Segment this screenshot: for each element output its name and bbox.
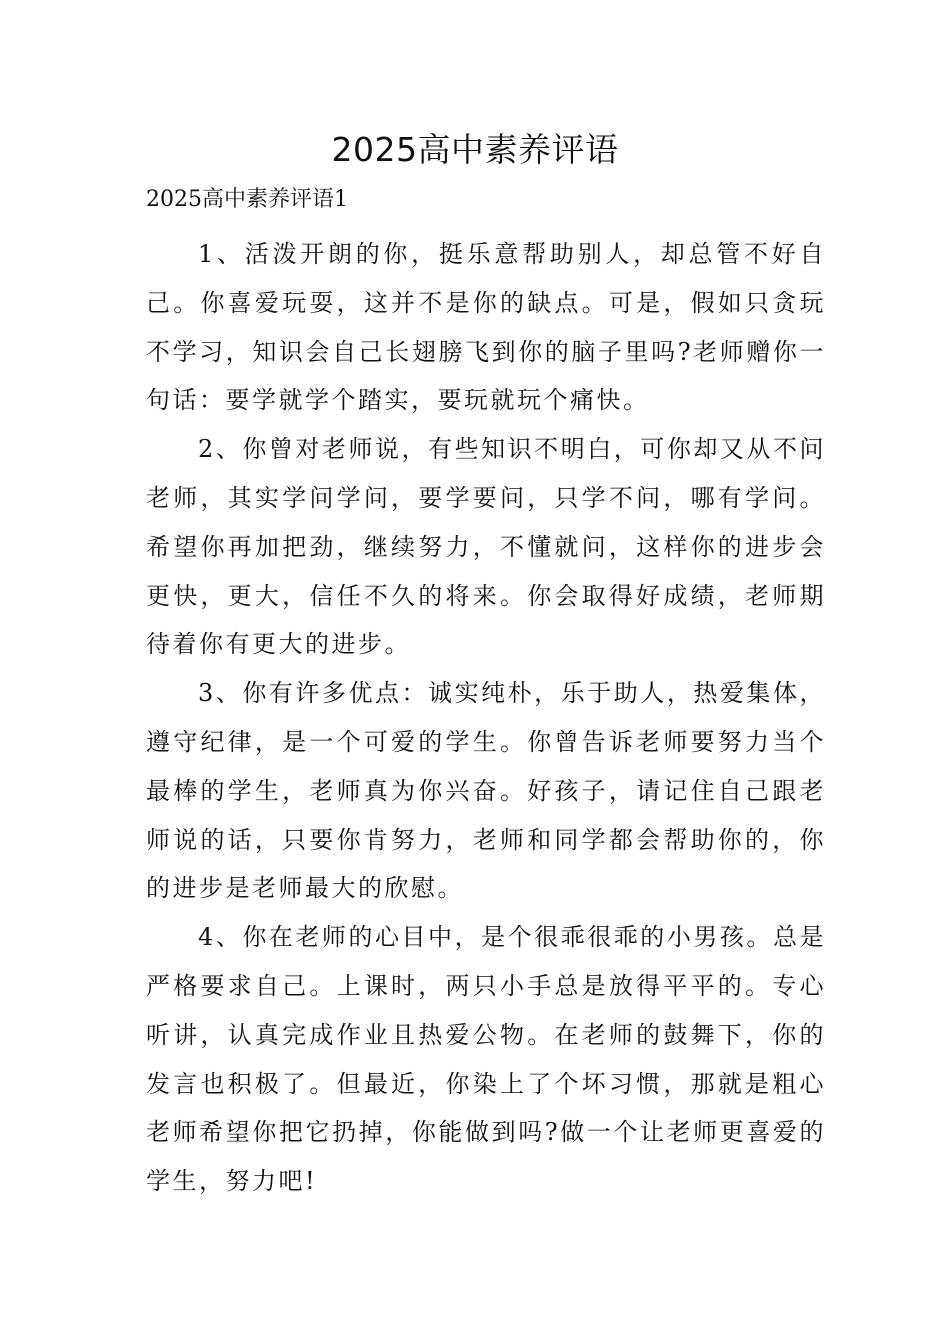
comment-paragraph-3: 3、你有许多优点：诚实纯朴，乐于助人，热爱集体，遵守纪律，是一个可爱的学生。你曾告诉老师要努力当个最棒的学生，老师真为你兴奋。好孩子，请记住自己跟老师说的话，只要你肯努力，老师和同学都会帮助你的，你的进步是老师最大的欣慰。 <box>146 679 826 903</box>
document-title: 2025高中素养评语 <box>331 130 619 169</box>
comment-paragraph-2: 2、你曾对老师说，有些知识不明白，可你却又从不问老师，其实学问学问，要学要问，只学不问，哪有学问。希望你再加把劲，继续努力，不懂就问，这样你的进步会更快，更大，信任不久的将来。你会取得好成绩，老师期待着你有更大的进步。 <box>146 435 826 659</box>
comment-paragraph-4: 4、你在老师的心目中，是个很乖很乖的小男孩。总是严格要求自己。上课时，两只小手总是放得平平的。专心听讲，认真完成作业且热爱公物。在老师的鼓舞下，你的发言也积极了。但最近，你染上了个坏习惯，那就是粗心老师希望你把它扔掉，你能做到吗?做一个让老师更喜爱的学生，努力吧! <box>146 923 826 1196</box>
section-heading: 2025高中素养评语1 <box>146 187 348 212</box>
comment-paragraph-1: 1、活泼开朗的你，挺乐意帮助别人，却总管不好自己。你喜爱玩耍，这并不是你的缺点。可是，假如只贪玩不学习，知识会自己长翅膀飞到你的脑子里吗?老师赠你一句话：要学就学个踏实，要玩就玩个痛快。 <box>146 240 826 415</box>
document-body <box>146 230 826 1206</box>
